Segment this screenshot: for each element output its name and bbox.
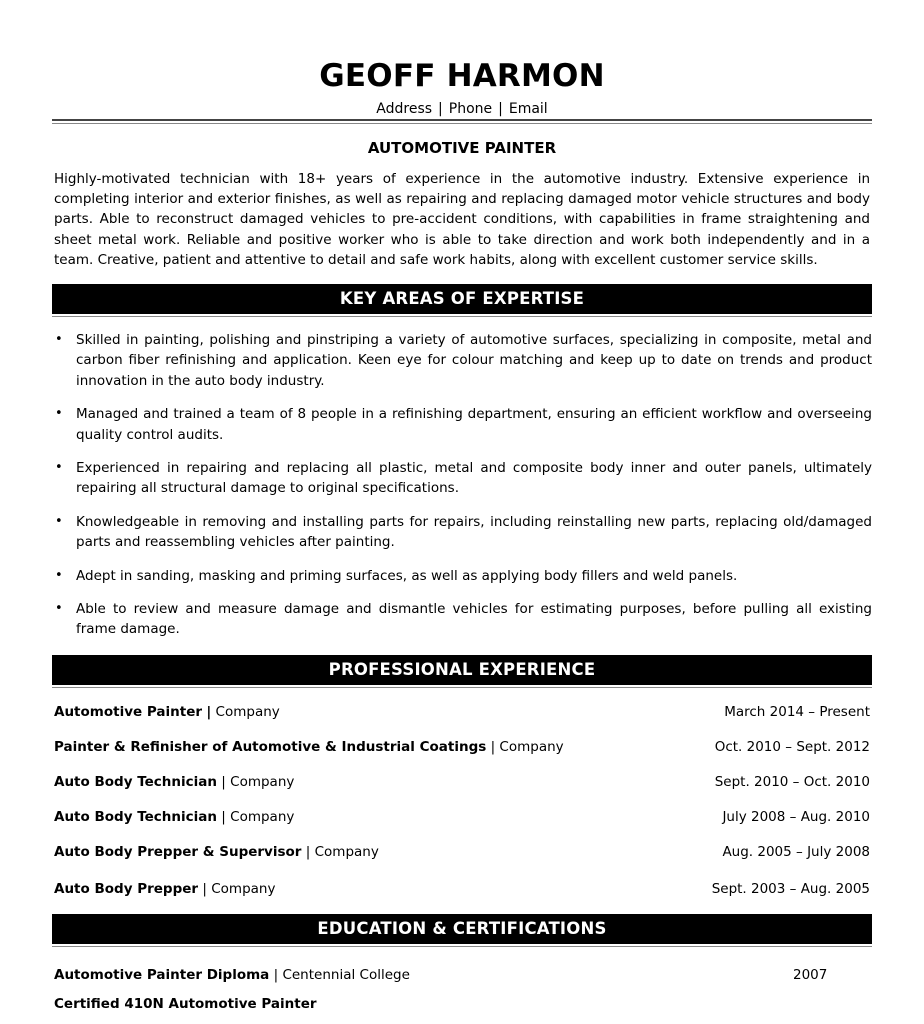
bullet-icon: • <box>55 513 63 529</box>
experience-row <box>54 771 870 793</box>
job-dates: March 2014 – Present <box>724 704 870 720</box>
list-item <box>52 404 872 445</box>
job-role: Auto Body Technician <box>54 809 217 825</box>
education-title: Automotive Painter Diploma <box>54 967 270 983</box>
job-company: Company <box>211 881 276 897</box>
bullet-icon: • <box>55 601 63 617</box>
job-role: Auto Body Prepper & Supervisor <box>54 844 302 860</box>
profile-summary: Highly-motivated technician with 18+ years of experience in the automotive industry. Extensive experience in completing interior and exterior finishes, as well as repairing and replacing damaged motor vehicle structures and body parts. Able to reconstruct damaged vehicles to pre-accident conditions, with capabilities in frame straightening and sheet metal work. Reliable and positive worker who is able to take direction and work both independently and in a team. Creative, patient and attentive to detail and safe work habits, along with excellent customer service skills. <box>54 171 870 268</box>
section-header-expertise: KEY AREAS OF EXPERTISE <box>52 284 872 314</box>
list-item <box>52 566 872 586</box>
expertise-text: Skilled in painting, polishing and pinstriping a variety of automotive surfaces, specializing in composite, metal and carbon fiber refinishing and application. Keen eye for colour matching and keep up to date on trends and product innovation in the auto body industry. <box>76 332 872 389</box>
expertise-text: Managed and trained a team of 8 people in a refinishing department, ensuring an efficient workflow and overseeing quality control audits. <box>76 406 872 443</box>
expertise-text: Adept in sanding, masking and priming surfaces, as well as applying body fillers and weld panels. <box>76 567 738 584</box>
header-divider <box>52 119 872 121</box>
role-separator: | <box>221 774 226 790</box>
job-company: Company <box>230 774 295 790</box>
bullet-icon: • <box>55 406 63 422</box>
education-year: 2007 <box>793 967 828 983</box>
bullet-icon: • <box>55 567 63 583</box>
bullet-icon: • <box>55 332 63 347</box>
job-title: AUTOMOTIVE PAINTER <box>367 139 557 157</box>
job-dates: Sept. 2010 – Oct. 2010 <box>714 774 870 790</box>
education-institution: Centennial College <box>282 967 410 983</box>
experience-row <box>54 841 870 863</box>
job-dates: Aug. 2005 – July 2008 <box>722 844 870 860</box>
job-role: Painter & Refinisher of Automotive & Industrial Coatings <box>54 739 487 755</box>
expertise-list <box>52 330 872 640</box>
contact-address: Address <box>376 101 433 117</box>
job-role: Auto Body Technician <box>54 774 217 790</box>
job-role: Auto Body Prepper <box>54 881 199 897</box>
job-company: Company <box>499 739 564 755</box>
experience-row <box>54 878 870 900</box>
contact-email: Email <box>508 101 548 117</box>
role-separator: | <box>221 809 226 825</box>
bullet-icon: • <box>55 460 63 476</box>
job-company: Company <box>314 844 379 860</box>
section-header-education: EDUCATION & CERTIFICATIONS <box>52 914 872 944</box>
section-header-experience: PROFESSIONAL EXPERIENCE <box>52 655 872 685</box>
role-separator: | <box>490 739 496 755</box>
list-item <box>52 512 872 553</box>
expertise-text: Experienced in repairing and replacing all plastic, metal and composite body inner and outer panels, ultimately repairing all structural damage to original specifications. <box>76 460 872 497</box>
experience-row <box>54 806 870 828</box>
list-item <box>52 330 872 391</box>
list-item <box>52 458 872 499</box>
job-company: Company <box>230 809 295 825</box>
job-dates: July 2008 – Aug. 2010 <box>722 809 870 825</box>
expertise-text: Able to review and measure damage and dismantle vehicles for estimating purposes, before pulling all existing frame damage. <box>76 601 872 638</box>
contact-line <box>52 99 872 119</box>
education-row <box>54 993 870 1015</box>
list-item <box>52 599 872 640</box>
job-dates: Oct. 2010 – Sept. 2012 <box>714 739 870 755</box>
experience-row <box>54 701 870 723</box>
job-dates: Sept. 2003 – Aug. 2005 <box>711 881 870 897</box>
expertise-text: Knowledgeable in removing and installing parts for repairs, including reinstalling new parts, replacing old/damaged parts and reassembling vehicles after painting. <box>76 513 872 551</box>
candidate-name: GEOFF HARMON <box>319 58 605 94</box>
education-separator: | <box>273 967 279 983</box>
role-separator: | <box>305 844 311 860</box>
education-row <box>54 964 870 986</box>
experience-row <box>54 736 870 758</box>
contact-phone: Phone <box>448 101 493 117</box>
job-role: Automotive Painter <box>54 704 203 720</box>
role-separator: | <box>206 704 212 720</box>
contact-separator: | <box>498 101 503 117</box>
role-separator: | <box>202 881 207 897</box>
certification-title: Certified 410N Automotive Painter <box>54 996 317 1012</box>
job-company: Company <box>215 704 280 720</box>
contact-separator: | <box>438 101 443 117</box>
